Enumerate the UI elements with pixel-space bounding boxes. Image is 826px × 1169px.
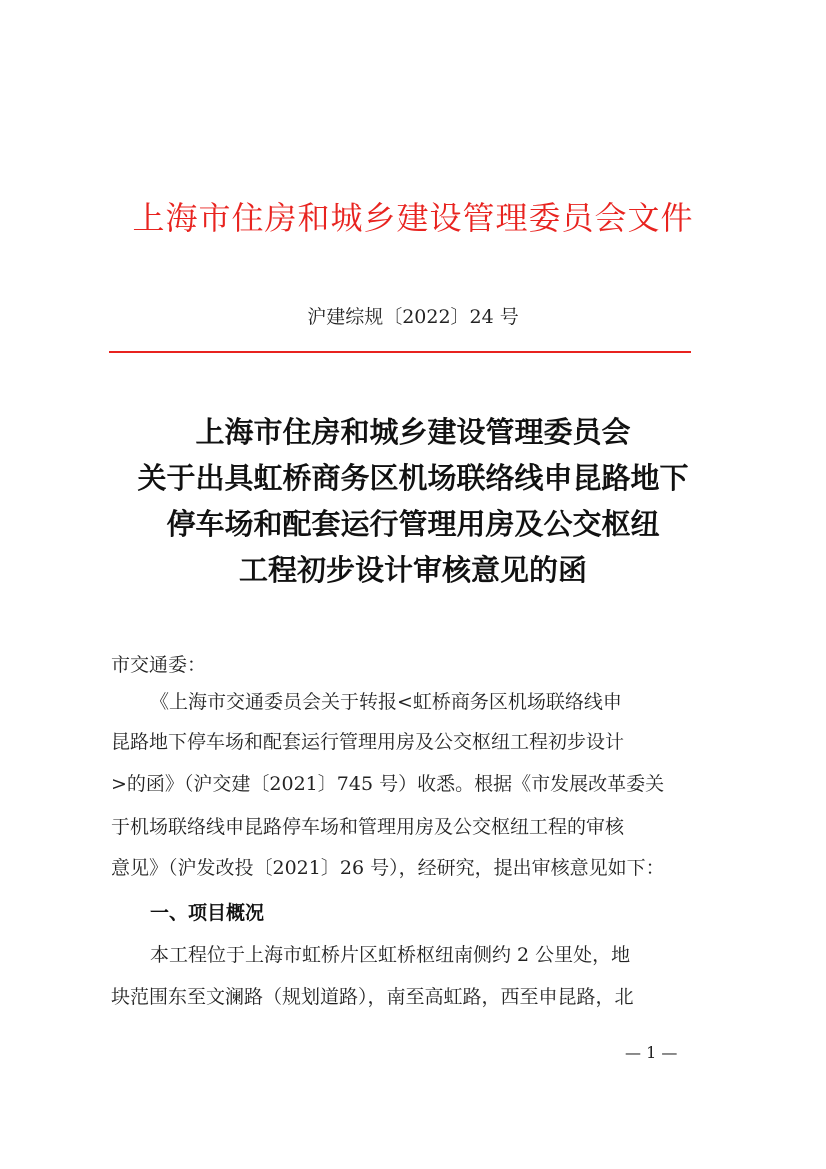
paragraph-line: 昆路地下停车场和配套运行管理用房及公交枢纽工程初步设计 [111,731,625,753]
issuer-header-title: 上海市住房和城乡建设管理委员会文件 [132,199,694,237]
paragraph-line: 块范围东至文澜路（规划道路），南至高虹路，西至申昆路，北 [111,986,634,1008]
red-separator-line [109,351,691,353]
section-heading-project-overview: 一、项目概况 [150,902,265,924]
title-line: 上海市住房和城乡建设管理委员会 [195,415,631,449]
page-number: — 1 — [625,1043,678,1062]
paragraph-line: 意见》（沪发改投〔2021〕26 号），经研究，提出审核意见如下： [111,857,665,879]
paragraph-line: 《上海市交通委员会关于转报<虹桥商务区机场联络线申 [150,691,622,713]
title-line: 关于出具虹桥商务区机场联络线申昆路地下 [137,461,689,495]
document-title [0,409,826,593]
title-line: 工程初步设计审核意见的函 [238,553,587,587]
paragraph-line: >的函》（沪交建〔2021〕745 号）收悉。根据《市发展改革委关 [111,773,665,795]
paragraph-line: 本工程位于上海市虹桥片区虹桥枢纽南侧约 2 公里处，地 [150,944,631,966]
paragraph-line: 于机场联络线申昆路停车场和管理用房及公交枢纽工程的审核 [111,816,625,838]
document-number: 沪建综规〔2022〕24 号 [307,306,519,328]
title-line: 停车场和配套运行管理用房及公交枢纽 [166,507,660,541]
salutation: 市交通委： [111,654,207,676]
